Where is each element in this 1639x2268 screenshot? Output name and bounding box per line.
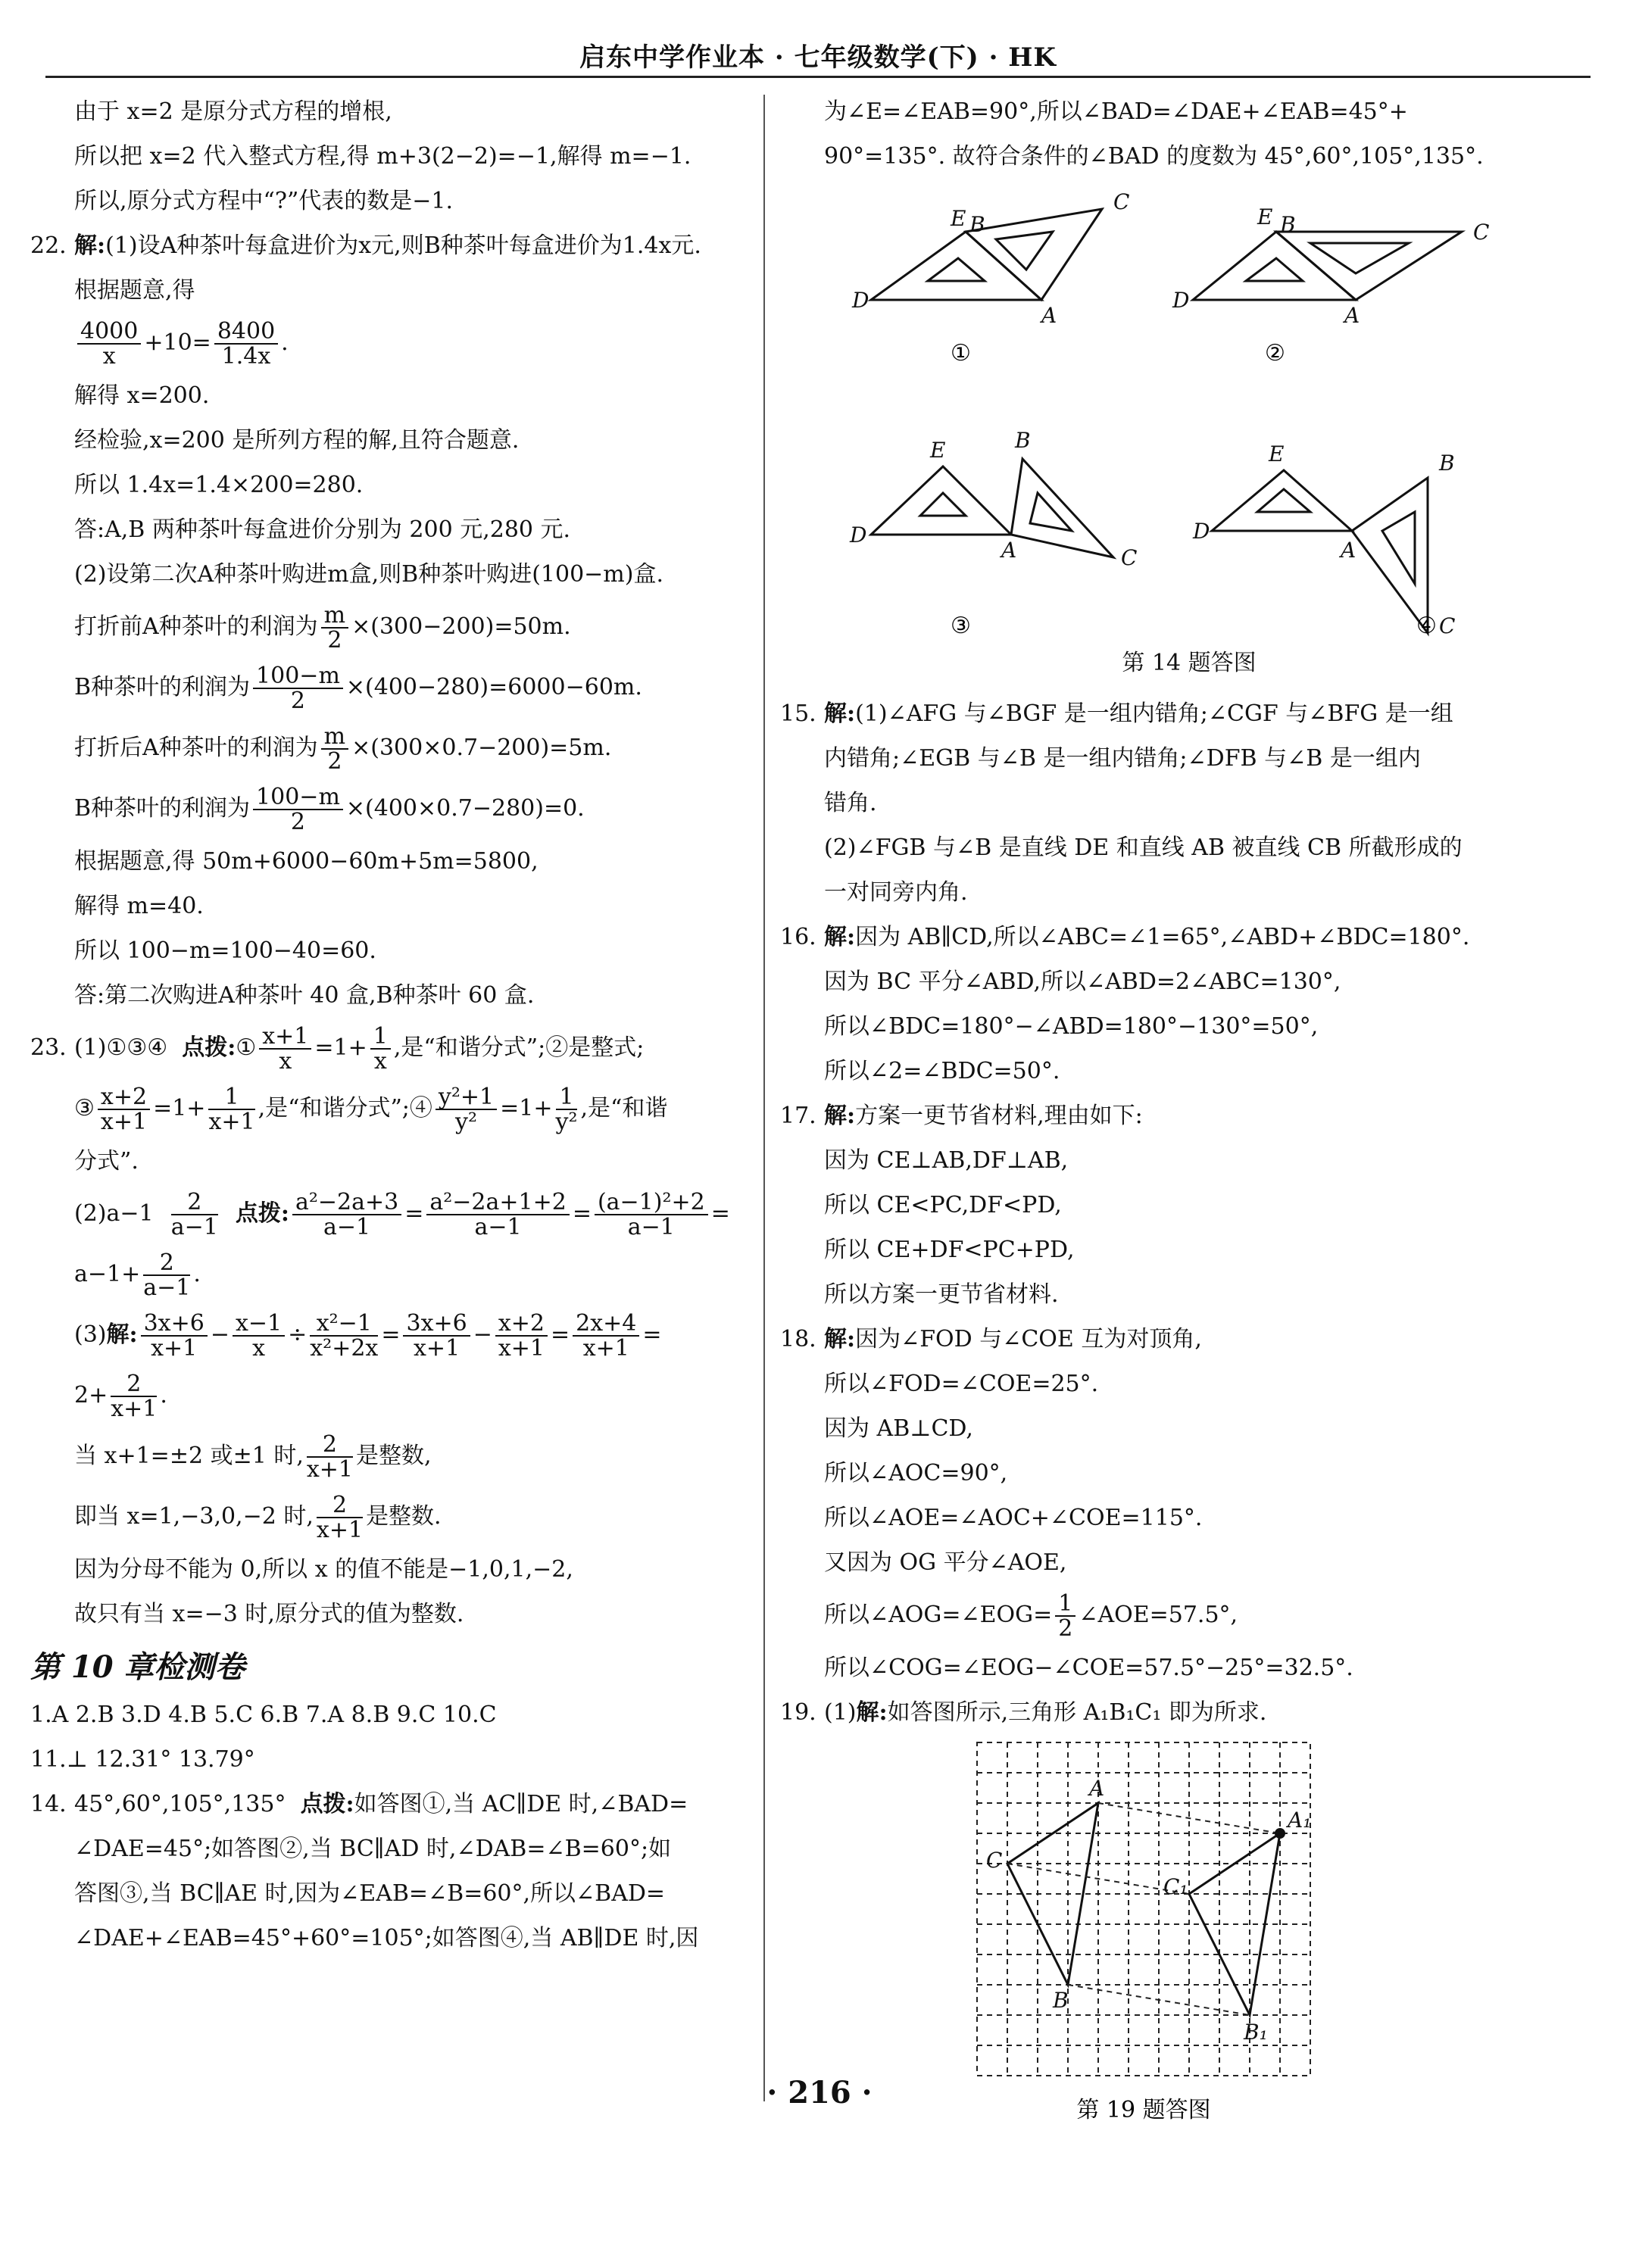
text-span: ,是“和谐分式”;④: [258, 1095, 432, 1122]
text-span: ③: [74, 1095, 95, 1122]
question-number: 14.: [30, 1791, 67, 1817]
text-line: 因为 AB⊥CD,: [824, 1415, 973, 1442]
point-label: C: [1113, 189, 1130, 214]
right-column: [780, 89, 1598, 2129]
figure-number: ①: [951, 340, 971, 367]
inner-triangle: [1246, 258, 1303, 281]
fraction: [495, 1309, 548, 1362]
fraction: [253, 785, 343, 835]
denominator: 1.4x: [221, 343, 271, 370]
text-line: 所以把 x=2 代入整式方程,得 m+3(2−2)=−1,解得 m=−1.: [74, 143, 692, 170]
denominator: y²: [555, 1109, 578, 1135]
denominator: x: [102, 343, 116, 370]
point-label: D: [1172, 288, 1190, 313]
text-line: 故只有当 x=−3 时,原分式的值为整数.: [74, 1601, 464, 1627]
text-span: .: [193, 1261, 201, 1287]
text-span: (3): [74, 1321, 107, 1348]
denominator: x+1: [414, 1335, 460, 1362]
translation-line: [1098, 1803, 1280, 1833]
denominator: x+1: [306, 1456, 354, 1483]
numerator: 2: [317, 1493, 363, 1519]
fraction: [141, 1309, 208, 1362]
denominator: x+1: [316, 1517, 364, 1543]
jie-label: 解:: [824, 1103, 856, 1129]
text-line: (2)a−1 $\frac{2}{a-1}$ 点拨: $\frac{\text{a²−2a+3}}{a-1}$ = $\frac{\text{a²−2a+1+2}}{a-1}$ = $\frac{\text{(a−1)²+2}}{a-1}$ =: [74, 1188, 730, 1240]
jie-label: 解:: [856, 1699, 888, 1726]
figure-19: [780, 1735, 1598, 2129]
fraction: [426, 1190, 569, 1240]
text-span: ×(300−200)=50m.: [351, 613, 571, 640]
fraction: [556, 1085, 578, 1134]
fraction: [1055, 1589, 1075, 1642]
denominator: x: [252, 1335, 265, 1362]
numerator: x+1: [259, 1025, 311, 1050]
text-line: 答:第二次购进A种茶叶 40 盒,B种茶叶 60 盒.: [74, 982, 535, 1009]
figure-number: ③: [951, 613, 971, 639]
fraction: [370, 1022, 391, 1075]
jie-label: 解:: [824, 924, 856, 950]
fraction: [171, 1190, 218, 1240]
text-line: (2)设第二次A种茶叶购进m盒,则B种茶叶购进(100−m)盒.: [74, 561, 663, 588]
text-span: 是整数.: [366, 1503, 442, 1530]
q16-line: [780, 915, 1598, 959]
text-line: 为∠E=∠EAB=90°,所以∠BAD=∠DAE+∠EAB=45°+: [824, 98, 1408, 125]
numerator: 100−m: [253, 664, 343, 690]
question-number: 16.: [780, 924, 816, 950]
fraction: [595, 1190, 708, 1240]
text-line: [30, 1426, 757, 1487]
q14-line: [30, 1782, 757, 1827]
text-span: (1)①③④: [74, 1034, 168, 1061]
text-span: 如答图①,当 AC∥DE 时,∠BAD=: [354, 1791, 688, 1817]
q22-line: [30, 223, 757, 268]
text-span: B种茶叶的利润为: [74, 674, 251, 700]
fraction: [306, 1430, 354, 1483]
text-span: (2)a−1: [74, 1200, 154, 1227]
text-line: 所以方案一更节省材料.: [824, 1281, 1059, 1308]
fraction: [253, 664, 343, 713]
fraction: [259, 1022, 311, 1075]
text-line: 由于 x=2 是原分式方程的增根,: [74, 98, 392, 125]
point-label: D: [1193, 519, 1210, 544]
text-line: [30, 1487, 757, 1547]
header-title: 启东中学作业本 · 七年级数学(下) · HK: [579, 42, 1057, 73]
denominator: a−1: [143, 1274, 191, 1301]
numerator: x+2: [495, 1312, 548, 1337]
text-line: 所以 CE<PC,DF<PD,: [824, 1192, 1062, 1218]
text-span: ×(400×0.7−280)=0.: [345, 795, 585, 822]
point-label: A: [1001, 538, 1017, 563]
text-line: 分式”.: [74, 1148, 139, 1175]
text-span: 当 x+1=±2 或±1 时,: [74, 1443, 304, 1469]
dianbo-label: 点拨:: [235, 1200, 289, 1227]
denominator: x+1: [100, 1109, 148, 1135]
denominator: x: [373, 1048, 387, 1075]
text-line: 因为 CE⊥AB,DF⊥AB,: [824, 1147, 1069, 1174]
jie-label: 解:: [824, 700, 856, 727]
question-number: 17.: [780, 1103, 816, 1129]
text-line: 内错角;∠EGB 与∠B 是一组内错角;∠DFB 与∠B 是一组内: [824, 745, 1421, 772]
numerator: y²+1: [436, 1085, 497, 1111]
denominator: x+1: [208, 1109, 255, 1135]
figure-number: ④: [1416, 613, 1437, 639]
text-span: ,是“和谐: [580, 1095, 668, 1122]
profit-line: [30, 657, 757, 718]
jie-label: 解:: [824, 1326, 856, 1352]
text-line: 根据题意,得: [74, 277, 195, 304]
inner-triangle: [920, 493, 966, 516]
fraction: [143, 1251, 190, 1300]
text-line: 所以 1.4x=1.4×200=280.: [74, 472, 364, 498]
fraction: [321, 722, 348, 775]
text-line: 因为分母不能为 0,所以 x 的值不能是−1,0,1,−2,: [74, 1556, 573, 1583]
numerator: 2: [307, 1433, 353, 1458]
text-span: ,是“和谐分式”;②是整式;: [393, 1034, 645, 1061]
triangle: [871, 232, 1041, 300]
fraction: [214, 317, 278, 370]
jie-label: 解:: [106, 1321, 138, 1348]
figure-caption: 第 19 题答图: [1076, 2097, 1211, 2123]
numerator: x−1: [233, 1312, 285, 1337]
profit-line: [30, 597, 757, 657]
text-line: ∠DAE+∠EAB=45°+60°=105°;如答图④,当 AB∥DE 时,因: [74, 1925, 699, 1951]
fraction: [77, 317, 141, 370]
fig14-4: [1192, 441, 1455, 639]
question-number: 19.: [780, 1699, 816, 1726]
text-line: [30, 1244, 757, 1305]
text-line: 一对同旁内角.: [824, 879, 968, 906]
text-line: 所以∠AOE=∠AOC+∠COE=115°.: [824, 1505, 1203, 1531]
numerator: m: [321, 725, 348, 750]
page-number: · 216 ·: [766, 2075, 873, 2110]
numerator: 1: [1055, 1592, 1075, 1618]
question-number: 15.: [780, 700, 816, 727]
fraction: [436, 1085, 497, 1134]
text-line: ∠DAE=45°;如答图②,当 BC∥AD 时,∠DAB=∠B=60°;如: [74, 1836, 672, 1862]
numerator: 1: [556, 1085, 578, 1111]
text-span: 即当 x=1,−3,0,−2 时,: [74, 1503, 314, 1530]
text-span: (1)∠AFG 与∠BGF 是一组内错角;∠CGF 与∠BFG 是一组: [855, 700, 1453, 727]
text-span: =1+: [314, 1034, 367, 1061]
triangle: [966, 209, 1102, 300]
point-label: E: [930, 438, 946, 463]
triangle: [1011, 459, 1113, 557]
fraction: [98, 1085, 150, 1134]
point-marker: [1275, 1828, 1285, 1839]
numerator: (a−1)²+2: [595, 1190, 708, 1216]
point-label: C: [1439, 613, 1456, 638]
q15-line: [780, 691, 1598, 736]
text-line: 答:A,B 两种茶叶每盒进价分别为 200 元,280 元.: [74, 516, 571, 543]
figure-caption: 第 14 题答图: [1122, 650, 1257, 676]
text-span: (1)设A种茶叶每盒进价为x元,则B种茶叶每盒进价为1.4x元.: [105, 232, 701, 259]
text-span: 如答图所示,三角形 A₁B₁C₁ 即为所求.: [887, 1699, 1267, 1726]
text-span: =1+: [153, 1095, 206, 1122]
question-number: 23.: [30, 1034, 67, 1061]
denominator: a−1: [474, 1214, 522, 1240]
text-span: ∠AOE=57.5°,: [1079, 1602, 1238, 1628]
inner-triangle: [1030, 493, 1072, 531]
point-label: C: [1473, 220, 1490, 245]
text-span: +10=: [144, 329, 211, 356]
text-line: 错角.: [824, 790, 877, 816]
text-line: [780, 1585, 1598, 1646]
text-line: 根据题意,得 50m+6000−60m+5m=5800,: [74, 848, 539, 875]
denominator: x: [279, 1048, 292, 1075]
point-label: B: [1015, 428, 1031, 453]
denominator: 2: [290, 809, 306, 835]
profit-line: [30, 778, 757, 839]
numerator: 2: [143, 1251, 190, 1277]
text-span: 2+: [74, 1382, 108, 1409]
text-line: (3)解: $\frac{3x+6}{x+1}$ − $\frac{x-1}{x}$ ÷ $\frac{\text{x²−1}}{\text{x²+2x}}$ = $\frac{3x+6}{x+1}$ − $\frac{x+2}{x+1}$ = $\frac{2x+4}{x+1}$ =: [74, 1309, 662, 1362]
fraction: [111, 1372, 157, 1421]
text-span: .: [281, 329, 289, 356]
denominator: y²: [455, 1109, 478, 1135]
point-label: A₁: [1288, 1808, 1312, 1833]
denominator: x+1: [498, 1335, 545, 1362]
denominator: x+1: [582, 1335, 629, 1362]
fraction: [573, 1309, 639, 1362]
fraction: [317, 1493, 363, 1543]
text-span: 因为∠FOD 与∠COE 互为对顶角,: [855, 1326, 1202, 1352]
text-line: 所以∠COG=∠EOG−∠COE=57.5°−25°=32.5°.: [824, 1655, 1353, 1681]
text-line: 所以∠2=∠BDC=50°.: [824, 1058, 1060, 1084]
fig14-2: [1172, 204, 1489, 367]
q19-line: [780, 1690, 1598, 1735]
question-number: 22.: [30, 232, 67, 259]
inner-triangle: [1310, 243, 1409, 273]
fraction: [310, 1309, 379, 1362]
numerator: 2: [111, 1372, 157, 1398]
denominator: 2: [290, 688, 306, 714]
text-line: 经检验,x=200 是所列方程的解,且符合题意.: [74, 427, 520, 454]
inner-triangle: [1257, 489, 1310, 512]
denominator: 2: [327, 627, 342, 654]
point-label: E: [951, 206, 966, 231]
section-title: 第 10 章检测卷: [30, 1649, 245, 1685]
numerator: a²−2a+1+2: [426, 1190, 569, 1216]
answer-line: 1.A 2.B 3.D 4.B 5.C 6.B 7.A 8.B 9.C 10.C: [30, 1702, 497, 1728]
figure-number: ②: [1265, 340, 1285, 367]
inner-triangle: [996, 232, 1053, 270]
text-line: 因为 BC 平分∠ABD,所以∠ABD=2∠ABC=130°,: [824, 969, 1341, 995]
text-line: 解得 m=40.: [74, 893, 204, 919]
numerator: m: [321, 604, 348, 629]
point-label: A: [1041, 303, 1057, 328]
denominator: a−1: [323, 1214, 371, 1240]
numerator: 3x+6: [141, 1312, 208, 1337]
fig14-1: [851, 189, 1129, 367]
point-label: A: [1341, 538, 1356, 563]
triangle: [871, 466, 1011, 535]
text-span: ×(300×0.7−200)=5m.: [351, 735, 612, 761]
fraction: [403, 1309, 470, 1362]
point-label: E: [1269, 441, 1285, 466]
dianbo-label: 点拨:: [300, 1791, 354, 1817]
text-line: 所以∠BDC=180°−∠ABD=180°−130°=50°,: [824, 1013, 1319, 1040]
q17-line: [780, 1093, 1598, 1138]
denominator: x²+2x: [310, 1335, 379, 1362]
column-divider: [763, 95, 765, 2101]
text-span: 打折前A种茶叶的利润为: [74, 613, 318, 640]
jie-label: 解:: [74, 232, 106, 259]
triangle: [1212, 470, 1352, 531]
point-label: D: [852, 288, 869, 313]
numerator: x²−1: [310, 1312, 378, 1337]
dianbo-label: 点拨:: [182, 1034, 236, 1061]
text-line: 答图③,当 BC∥AE 时,因为∠EAB=∠B=60°,所以∠BAD=: [74, 1880, 666, 1907]
figure-14: [780, 179, 1598, 641]
text-line: 所以∠AOC=90°,: [824, 1460, 1008, 1487]
text-line: 所以 CE+DF<PC+PD,: [824, 1237, 1075, 1263]
text-line: 所以,原分式方程中“?”代表的数是−1.: [74, 188, 454, 214]
page-header: [45, 33, 1591, 78]
text-span: 所以∠AOG=∠EOG=: [824, 1602, 1053, 1628]
text-line: [30, 1078, 757, 1139]
numerator: x+2: [98, 1085, 150, 1111]
point-label: C: [1121, 545, 1138, 570]
text-span: ①: [236, 1034, 257, 1061]
fig14-3: [849, 428, 1137, 639]
numerator: 2x+4: [573, 1312, 639, 1337]
text-span: 是整数,: [356, 1443, 432, 1469]
denominator: x+1: [151, 1335, 198, 1362]
text-span: a−1+: [74, 1261, 141, 1287]
numerator: 1: [370, 1025, 391, 1050]
text-span: 打折后A种茶叶的利润为: [74, 735, 318, 761]
fraction: [292, 1190, 401, 1240]
translation-line: [1007, 1864, 1189, 1894]
text-span: (1): [824, 1699, 857, 1726]
left-column: [30, 89, 757, 1961]
point-label: A: [1344, 303, 1360, 328]
inner-triangle: [1382, 512, 1415, 584]
text-span: B种茶叶的利润为: [74, 795, 251, 822]
text-line: 又因为 OG 平分∠AOE,: [824, 1549, 1067, 1576]
text-span: .: [160, 1382, 167, 1409]
inner-triangle: [928, 258, 985, 281]
text-line: 所以∠FOD=∠COE=25°.: [824, 1371, 1099, 1397]
point-label: B: [1280, 212, 1296, 237]
numerator: a²−2a+3: [292, 1190, 401, 1216]
point-label: A: [1089, 1776, 1105, 1801]
point-label: D: [850, 523, 867, 548]
text-line: [30, 1365, 757, 1426]
answer-line: 11.⊥ 12.31° 13.79°: [30, 1746, 255, 1773]
text-span: ×(400−280)=6000−60m.: [345, 674, 642, 700]
point-label: E: [1257, 204, 1273, 229]
denominator: x+1: [111, 1396, 158, 1422]
q18-line: [780, 1317, 1598, 1362]
numerator: 3x+6: [403, 1312, 470, 1337]
fraction: [233, 1309, 285, 1362]
equation-line: [30, 313, 757, 373]
denominator: a−1: [170, 1214, 218, 1240]
numerator: 100−m: [253, 785, 343, 811]
triangle: [1352, 478, 1428, 633]
denominator: 2: [327, 748, 342, 775]
text-span: 方案一更节省材料,理由如下:: [855, 1103, 1143, 1129]
point-label: C₁: [1163, 1874, 1188, 1899]
point-label: B₁: [1244, 2020, 1268, 2045]
point-label: B: [969, 212, 985, 237]
text-span: 45°,60°,105°,135°: [74, 1791, 286, 1817]
denominator: 2: [1058, 1615, 1073, 1642]
text-line: 解得 x=200.: [74, 382, 210, 409]
question-number: 18.: [780, 1326, 816, 1352]
denominator: a−1: [627, 1214, 675, 1240]
fraction: [208, 1085, 254, 1134]
numerator: 1: [208, 1085, 254, 1111]
numerator: 4000: [77, 320, 141, 345]
numerator: 2: [171, 1190, 218, 1216]
text-line: 所以 100−m=100−40=60.: [74, 937, 376, 964]
point-label: B: [1053, 1988, 1069, 2013]
text-span: 因为 AB∥CD,所以∠ABC=∠1=65°,∠ABD+∠BDC=180°.: [855, 924, 1470, 950]
point-label: C: [986, 1848, 1003, 1873]
fraction: [321, 601, 348, 654]
q23-line: [30, 1018, 757, 1078]
text-line: 90°=135°. 故符合条件的∠BAD 的度数为 45°,60°,105°,135°.: [824, 143, 1484, 170]
numerator: 8400: [214, 320, 278, 345]
text-span: =1+: [500, 1095, 553, 1122]
point-label: B: [1439, 451, 1455, 476]
text-line: (2)∠FGB 与∠B 是直线 DE 和直线 AB 被直线 CB 所截形成的: [824, 835, 1463, 861]
profit-line: [30, 718, 757, 778]
